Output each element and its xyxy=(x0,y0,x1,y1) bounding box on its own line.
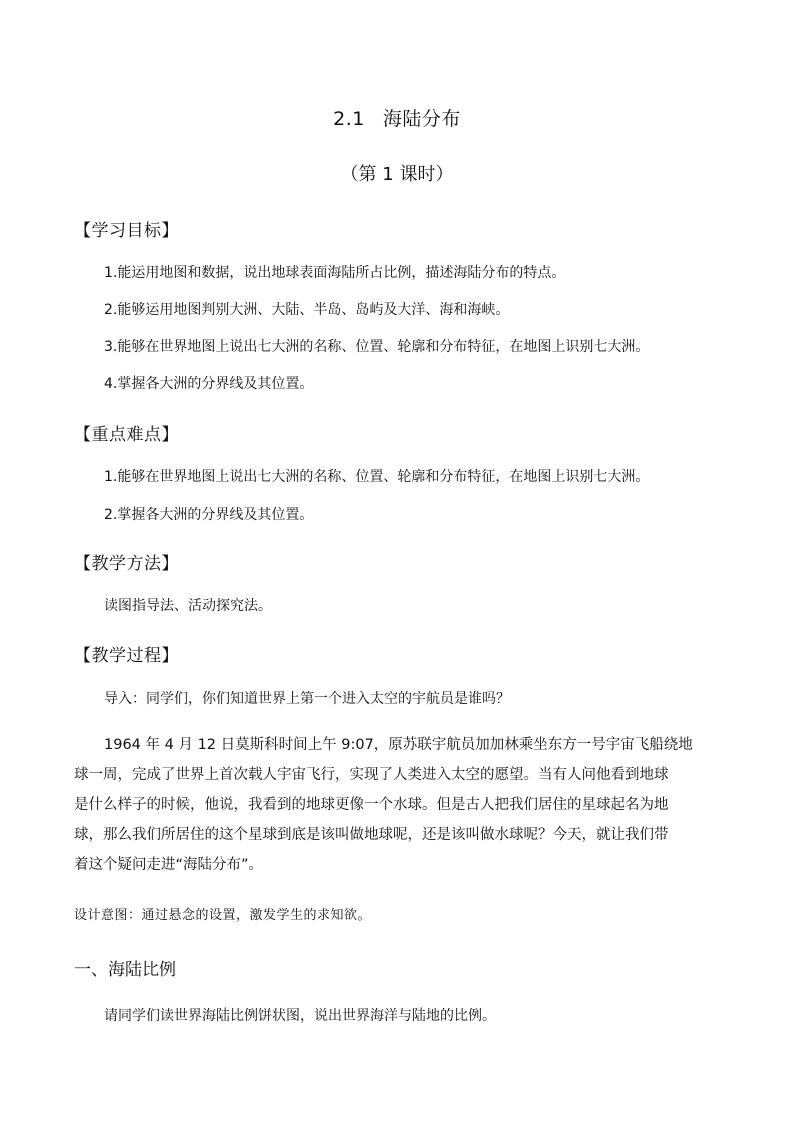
objectives-heading: 【学习目标】 xyxy=(74,221,179,241)
part-one-title: 一、海陆比例 xyxy=(74,960,176,980)
objective-item-1: 1.能运用地图和数据，说出地球表面海陆所占比例，描述海陆分布的特点。 xyxy=(104,265,566,281)
part-one-text: 请同学们读世界海陆比例饼状图，说出世界海洋与陆地的比例。 xyxy=(104,1008,496,1024)
objective-item-2: 2.能够运用地图判别大洲、大陆、半岛、岛屿及大洋、海和海峡。 xyxy=(104,302,510,318)
process-intro: 导入：同学们，你们知道世界上第一个进入太空的宇航员是谁吗？ xyxy=(104,691,510,707)
objective-item-3: 3.能够在世界地图上说出七大洲的名称、位置、轮廓和分布特征，在地图上识别七大洲。 xyxy=(104,339,650,355)
document-subtitle: （第 1 课时） xyxy=(340,164,454,185)
methods-heading: 【教学方法】 xyxy=(74,554,179,574)
story-line-2: 球一周，完成了世界上首次载人宇宙飞行，实现了人类进入太空的愿望。当有人问他看到地球 xyxy=(74,767,669,783)
story-line-5: 着这个疑问走进“海陆分布”。 xyxy=(74,857,264,873)
document-title xyxy=(0,104,794,131)
story-line-1: 1964 年 4 月 12 日莫斯科时间上午 9:07，原苏联宇航员加加林乘坐东方一号宇宙飞船绕地 xyxy=(104,737,693,753)
key-point-item-2: 2.掌握各大洲的分界线及其位置。 xyxy=(104,507,314,523)
title-text: 海陆分布 xyxy=(382,108,461,130)
story-line-3: 是什么样子的时候，他说，我看到的地球更像一个水球。但是古人把我们居住的星球起名为地 xyxy=(74,797,669,813)
key-point-item-1: 1.能够在世界地图上说出七大洲的名称、位置、轮廓和分布特征，在地图上识别七大洲。 xyxy=(104,469,650,485)
design-intent-note: 设计意图：通过悬念的设置，激发学生的求知欲。 xyxy=(74,908,372,923)
methods-text: 读图指导法、活动探究法。 xyxy=(104,598,272,614)
process-heading: 【教学过程】 xyxy=(74,646,179,666)
story-line-4: 球，那么我们所居住的这个星球到底是该叫做地球呢，还是该叫做水球呢？今天，就让我们带 xyxy=(74,827,669,843)
title-number: 2.1 xyxy=(333,108,365,130)
objective-item-4: 4.掌握各大洲的分界线及其位置。 xyxy=(104,376,314,392)
story-paragraph xyxy=(74,730,724,880)
key-points-heading: 【重点难点】 xyxy=(74,425,179,445)
